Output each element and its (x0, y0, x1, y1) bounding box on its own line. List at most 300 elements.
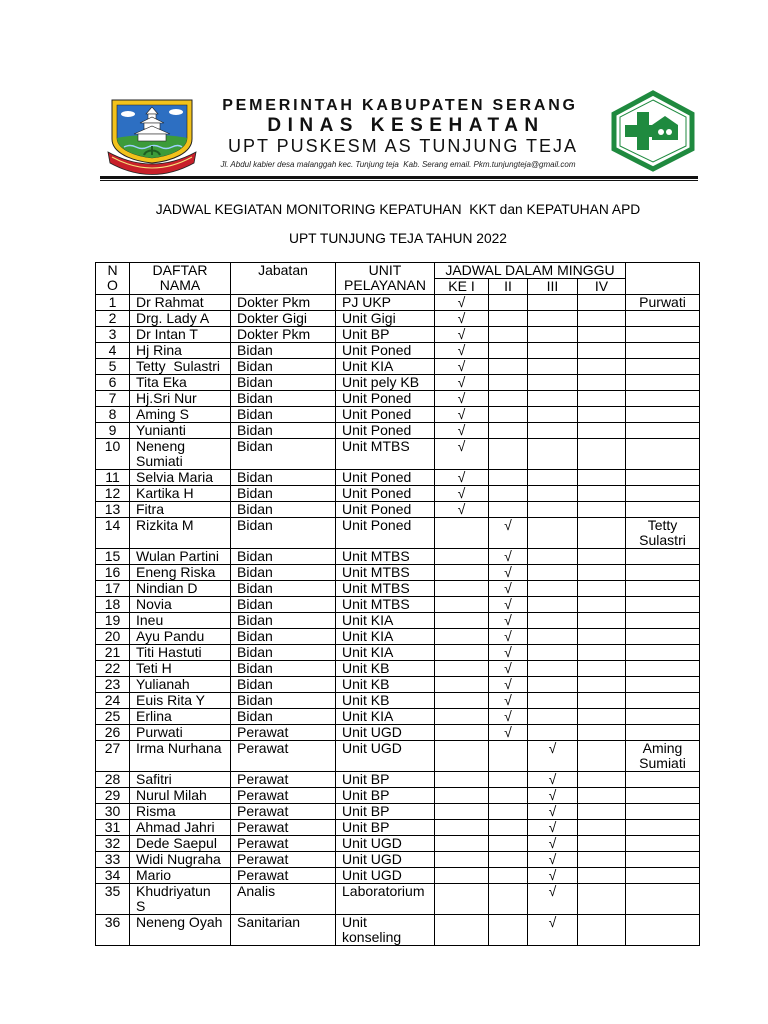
row-number: 20 (96, 629, 130, 645)
monitor-name (626, 852, 700, 868)
week-1-mark (435, 677, 489, 693)
row-number: 19 (96, 613, 130, 629)
monitor-name (626, 693, 700, 709)
staff-name: Drg. Lady A (130, 311, 231, 327)
table-row (96, 407, 700, 423)
staff-position: Bidan (231, 486, 336, 502)
week-2-mark: √ (489, 677, 528, 693)
week-4-mark (578, 391, 626, 407)
staff-position: Perawat (231, 804, 336, 820)
week-2-mark (489, 343, 528, 359)
week-4-mark (578, 852, 626, 868)
service-unit: Unit Poned (336, 391, 435, 407)
week-1-mark: √ (435, 423, 489, 439)
staff-name: Mario (130, 868, 231, 884)
service-unit: Unit BP (336, 772, 435, 788)
week-2-mark (489, 804, 528, 820)
row-number: 22 (96, 661, 130, 677)
header-week-2: II (489, 279, 528, 295)
staff-position: Dokter Pkm (231, 295, 336, 311)
week-1-mark: √ (435, 502, 489, 518)
week-1-mark (435, 518, 489, 549)
service-unit: Unit KB (336, 677, 435, 693)
row-number: 23 (96, 677, 130, 693)
week-3-mark (528, 597, 578, 613)
row-number: 27 (96, 741, 130, 772)
monitor-name (626, 470, 700, 486)
staff-name: Teti H (130, 661, 231, 677)
week-2-mark: √ (489, 709, 528, 725)
week-4-mark (578, 439, 626, 470)
staff-name: Nurul Milah (130, 788, 231, 804)
service-unit: Unit MTBS (336, 549, 435, 565)
service-unit: Unit BP (336, 820, 435, 836)
staff-position: Bidan (231, 549, 336, 565)
staff-position: Bidan (231, 518, 336, 549)
row-number: 10 (96, 439, 130, 470)
row-number: 24 (96, 693, 130, 709)
staff-position: Bidan (231, 597, 336, 613)
week-2-mark (489, 359, 528, 375)
week-2-mark (489, 915, 528, 946)
week-4-mark (578, 311, 626, 327)
monitor-name (626, 486, 700, 502)
table-row (96, 820, 700, 836)
staff-name: Ahmad Jahri (130, 820, 231, 836)
staff-name: Novia (130, 597, 231, 613)
week-3-mark: √ (528, 836, 578, 852)
week-4-mark (578, 661, 626, 677)
table-row (96, 788, 700, 804)
service-unit: PJ UKP (336, 295, 435, 311)
week-1-mark: √ (435, 407, 489, 423)
monitor-name (626, 868, 700, 884)
week-4-mark (578, 884, 626, 915)
staff-position: Perawat (231, 868, 336, 884)
monitor-name (626, 677, 700, 693)
header-no: N O (96, 263, 130, 295)
monitor-name (626, 820, 700, 836)
staff-name: Tita Eka (130, 375, 231, 391)
week-2-mark: √ (489, 693, 528, 709)
table-row (96, 804, 700, 820)
service-unit: Unit pely KB (336, 375, 435, 391)
staff-name: Aming S (130, 407, 231, 423)
week-1-mark (435, 565, 489, 581)
week-4-mark (578, 709, 626, 725)
week-3-mark: √ (528, 820, 578, 836)
week-2-mark (489, 327, 528, 343)
week-3-mark (528, 549, 578, 565)
service-unit: Unit Poned (336, 470, 435, 486)
service-unit: Unit Poned (336, 502, 435, 518)
week-3-mark: √ (528, 741, 578, 772)
monitor-name (626, 804, 700, 820)
staff-name: Nindian D (130, 581, 231, 597)
week-4-mark (578, 518, 626, 549)
table-row (96, 629, 700, 645)
monitor-name: Tetty Sulastri (626, 518, 700, 549)
staff-name: Fitra (130, 502, 231, 518)
row-number: 26 (96, 725, 130, 741)
week-4-mark (578, 375, 626, 391)
service-unit: Unit UGD (336, 725, 435, 741)
week-1-mark: √ (435, 343, 489, 359)
week-2-mark (489, 470, 528, 486)
service-unit: Unit KIA (336, 359, 435, 375)
week-1-mark (435, 852, 489, 868)
row-number: 6 (96, 375, 130, 391)
table-row (96, 295, 700, 311)
week-2-mark (489, 391, 528, 407)
service-unit: Unit KB (336, 661, 435, 677)
week-3-mark (528, 565, 578, 581)
week-2-mark: √ (489, 597, 528, 613)
week-2-mark: √ (489, 645, 528, 661)
header-week-1: KE I (435, 279, 489, 295)
staff-name: Khudriyatun S (130, 884, 231, 915)
staff-position: Bidan (231, 629, 336, 645)
table-row (96, 772, 700, 788)
staff-position: Bidan (231, 375, 336, 391)
week-4-mark (578, 613, 626, 629)
week-3-mark: √ (528, 868, 578, 884)
table-row (96, 915, 700, 946)
table-row (96, 741, 700, 772)
service-unit: Unit UGD (336, 836, 435, 852)
week-1-mark: √ (435, 439, 489, 470)
staff-name: Hj Rina (130, 343, 231, 359)
week-1-mark (435, 741, 489, 772)
week-3-mark (528, 661, 578, 677)
week-3-mark (528, 311, 578, 327)
week-1-mark: √ (435, 375, 489, 391)
week-3-mark (528, 693, 578, 709)
staff-name: Wulan Partini (130, 549, 231, 565)
table-row (96, 439, 700, 470)
service-unit: Unit UGD (336, 741, 435, 772)
week-2-mark: √ (489, 725, 528, 741)
staff-position: Bidan (231, 470, 336, 486)
monitor-name (626, 407, 700, 423)
row-number: 31 (96, 820, 130, 836)
week-2-mark: √ (489, 549, 528, 565)
staff-position: Analis (231, 884, 336, 915)
week-1-mark (435, 597, 489, 613)
week-1-mark (435, 549, 489, 565)
staff-name: Titi Hastuti (130, 645, 231, 661)
week-4-mark (578, 677, 626, 693)
header-week-3: III (528, 279, 578, 295)
week-3-mark: √ (528, 884, 578, 915)
row-number: 13 (96, 502, 130, 518)
week-2-mark: √ (489, 518, 528, 549)
monitor-name (626, 311, 700, 327)
table-row (96, 613, 700, 629)
staff-name: Yulianah (130, 677, 231, 693)
table-row (96, 661, 700, 677)
service-unit: Unit BP (336, 788, 435, 804)
week-2-mark (489, 868, 528, 884)
header-weekly-schedule: JADWAL DALAM MINGGU (435, 263, 626, 279)
schedule-table-header (96, 263, 700, 295)
staff-name: Tetty Sulastri (130, 359, 231, 375)
week-4-mark (578, 741, 626, 772)
monitor-name (626, 788, 700, 804)
row-number: 3 (96, 327, 130, 343)
monitor-name (626, 327, 700, 343)
table-row (96, 391, 700, 407)
week-4-mark (578, 549, 626, 565)
week-1-mark (435, 772, 489, 788)
service-unit: Unit KB (336, 693, 435, 709)
week-3-mark (528, 423, 578, 439)
week-4-mark (578, 725, 626, 741)
staff-position: Sanitarian (231, 915, 336, 946)
table-row (96, 549, 700, 565)
week-4-mark (578, 295, 626, 311)
monitor-name (626, 565, 700, 581)
table-row (96, 836, 700, 852)
staff-name: Dr Rahmat (130, 295, 231, 311)
week-2-mark (489, 423, 528, 439)
week-1-mark (435, 915, 489, 946)
staff-position: Perawat (231, 852, 336, 868)
week-4-mark (578, 359, 626, 375)
staff-position: Bidan (231, 359, 336, 375)
week-3-mark (528, 725, 578, 741)
service-unit: Unit Gigi (336, 311, 435, 327)
week-1-mark: √ (435, 359, 489, 375)
staff-position: Dokter Gigi (231, 311, 336, 327)
week-1-mark (435, 884, 489, 915)
schedule-table (95, 262, 700, 946)
monitor-name (626, 613, 700, 629)
header-week-4: IV (578, 279, 626, 295)
table-row (96, 327, 700, 343)
monitor-name (626, 549, 700, 565)
week-2-mark (489, 772, 528, 788)
week-1-mark (435, 629, 489, 645)
week-4-mark (578, 581, 626, 597)
week-4-mark (578, 693, 626, 709)
week-1-mark: √ (435, 327, 489, 343)
week-1-mark (435, 868, 489, 884)
table-row (96, 423, 700, 439)
week-2-mark (489, 788, 528, 804)
table-row (96, 565, 700, 581)
week-4-mark (578, 502, 626, 518)
week-1-mark (435, 804, 489, 820)
service-unit: Unit KIA (336, 629, 435, 645)
week-3-mark (528, 645, 578, 661)
staff-position: Bidan (231, 581, 336, 597)
row-number: 25 (96, 709, 130, 725)
monitor-name (626, 391, 700, 407)
row-number: 28 (96, 772, 130, 788)
week-3-mark (528, 359, 578, 375)
service-unit: Unit MTBS (336, 565, 435, 581)
crest-cloud (169, 109, 183, 115)
week-2-mark: √ (489, 565, 528, 581)
monitor-name (626, 423, 700, 439)
week-3-mark (528, 327, 578, 343)
week-2-mark (489, 852, 528, 868)
table-row (96, 677, 700, 693)
table-row (96, 502, 700, 518)
week-3-mark (528, 709, 578, 725)
week-1-mark (435, 836, 489, 852)
week-1-mark (435, 820, 489, 836)
header-monitor (626, 263, 700, 295)
week-2-mark (489, 311, 528, 327)
staff-position: Bidan (231, 502, 336, 518)
header-name: DAFTAR NAMA (130, 263, 231, 295)
document-title: JADWAL KEGIATAN MONITORING KEPATUHAN KKT dan KEPATUHAN APD (155, 202, 641, 217)
staff-position: Bidan (231, 565, 336, 581)
staff-name: Ineu (130, 613, 231, 629)
monitor-name (626, 709, 700, 725)
table-row (96, 868, 700, 884)
staff-position: Perawat (231, 772, 336, 788)
staff-position: Bidan (231, 423, 336, 439)
service-unit: Laboratorium (336, 884, 435, 915)
week-1-mark: √ (435, 486, 489, 502)
week-3-mark (528, 295, 578, 311)
staff-position: Bidan (231, 661, 336, 677)
row-number: 2 (96, 311, 130, 327)
week-3-mark (528, 629, 578, 645)
staff-position: Bidan (231, 677, 336, 693)
week-1-mark (435, 645, 489, 661)
monitor-name: Aming Sumiati (626, 741, 700, 772)
table-row (96, 581, 700, 597)
row-number: 35 (96, 884, 130, 915)
week-3-mark (528, 486, 578, 502)
table-row (96, 470, 700, 486)
week-4-mark (578, 915, 626, 946)
row-number: 33 (96, 852, 130, 868)
table-row (96, 884, 700, 915)
service-unit: Unit UGD (336, 868, 435, 884)
monitor-name (626, 439, 700, 470)
week-1-mark (435, 581, 489, 597)
week-3-mark (528, 375, 578, 391)
week-3-mark (528, 502, 578, 518)
service-unit: Unit MTBS (336, 581, 435, 597)
staff-name: Purwati (130, 725, 231, 741)
crest-cloud (121, 111, 135, 117)
staff-name: Irma Nurhana (130, 741, 231, 772)
staff-name: Neneng Oyah (130, 915, 231, 946)
service-unit: Unit KIA (336, 613, 435, 629)
week-3-mark (528, 677, 578, 693)
week-3-mark (528, 470, 578, 486)
table-row (96, 359, 700, 375)
letterhead-government: PEMERINTAH KABUPATEN SERANG (222, 97, 578, 114)
week-1-mark: √ (435, 391, 489, 407)
week-3-mark: √ (528, 788, 578, 804)
week-3-mark: √ (528, 915, 578, 946)
monitor-name (626, 597, 700, 613)
staff-position: Bidan (231, 645, 336, 661)
week-3-mark: √ (528, 852, 578, 868)
row-number: 9 (96, 423, 130, 439)
table-row (96, 486, 700, 502)
table-row (96, 518, 700, 549)
week-2-mark (489, 439, 528, 470)
monitor-name: Purwati (626, 295, 700, 311)
service-unit: Unit BP (336, 327, 435, 343)
row-number: 36 (96, 915, 130, 946)
monitor-name (626, 581, 700, 597)
staff-name: Dr Intan T (130, 327, 231, 343)
week-1-mark (435, 693, 489, 709)
staff-name: Widi Nugraha (130, 852, 231, 868)
row-number: 5 (96, 359, 130, 375)
row-number: 30 (96, 804, 130, 820)
week-1-mark: √ (435, 295, 489, 311)
week-2-mark (489, 407, 528, 423)
table-row (96, 311, 700, 327)
staff-name: Erlina (130, 709, 231, 725)
week-3-mark (528, 518, 578, 549)
staff-name: Hj.Sri Nur (130, 391, 231, 407)
staff-position: Perawat (231, 820, 336, 836)
row-number: 29 (96, 788, 130, 804)
service-unit: Unit Poned (336, 343, 435, 359)
monitor-name (626, 915, 700, 946)
staff-name: Kartika H (130, 486, 231, 502)
week-4-mark (578, 645, 626, 661)
week-4-mark (578, 565, 626, 581)
staff-position: Perawat (231, 741, 336, 772)
header-service-unit: UNIT PELAYANAN (336, 263, 435, 295)
week-4-mark (578, 470, 626, 486)
table-row (96, 725, 700, 741)
week-2-mark: √ (489, 581, 528, 597)
service-unit: Unit MTBS (336, 439, 435, 470)
row-number: 34 (96, 868, 130, 884)
table-row (96, 597, 700, 613)
row-number: 8 (96, 407, 130, 423)
week-2-mark (489, 820, 528, 836)
service-unit: Unit KIA (336, 709, 435, 725)
staff-name: Neneng Sumiati (130, 439, 231, 470)
week-2-mark (489, 375, 528, 391)
week-4-mark (578, 486, 626, 502)
week-4-mark (578, 327, 626, 343)
logo-house-dot (658, 129, 664, 135)
week-3-mark (528, 407, 578, 423)
letterhead-agency: DINAS KESEHATAN (267, 115, 545, 136)
row-number: 15 (96, 549, 130, 565)
table-row (96, 852, 700, 868)
week-4-mark (578, 820, 626, 836)
week-1-mark: √ (435, 311, 489, 327)
staff-name: Eneng Riska (130, 565, 231, 581)
logo-house-dot (666, 129, 672, 135)
week-2-mark: √ (489, 613, 528, 629)
staff-position: Bidan (231, 439, 336, 470)
week-1-mark (435, 709, 489, 725)
week-2-mark (489, 295, 528, 311)
row-number: 11 (96, 470, 130, 486)
staff-name: Rizkita M (130, 518, 231, 549)
row-number: 17 (96, 581, 130, 597)
service-unit: Unit Poned (336, 486, 435, 502)
week-4-mark (578, 868, 626, 884)
